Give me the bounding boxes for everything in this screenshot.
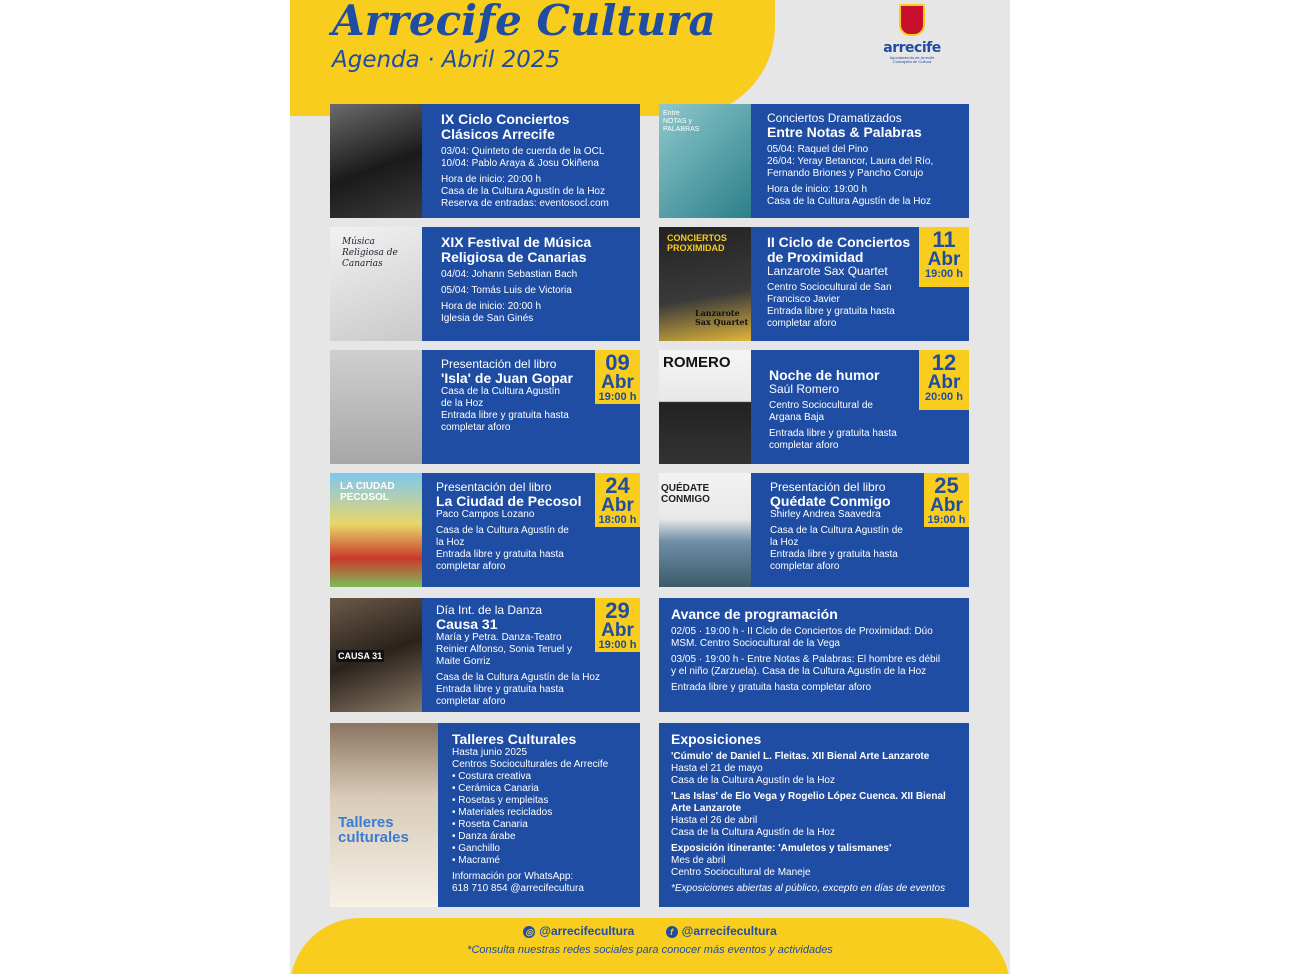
event-card-festival-religiosa (330, 227, 640, 341)
event-line: Casa de la Cultura Agustín (441, 386, 560, 397)
badge-time: 20:00 h (925, 391, 963, 403)
page-title: Arrecife Cultura (332, 0, 716, 45)
social-links (290, 924, 1010, 938)
poster (290, 0, 1010, 974)
badge-time: 19:00 h (927, 514, 966, 526)
event-card-conciertos-proximidad (659, 227, 969, 341)
event-line: Casa de la Cultura Agustín de la Hoz (767, 196, 931, 207)
event-title: II Ciclo de Conciertos (767, 234, 911, 250)
facebook-icon: f (666, 926, 678, 938)
event-line: 03/04: Quinteto de cuerda de la OCL (441, 146, 605, 157)
exhibition-note: *Exposiciones abiertas al público, excepto en días de eventos (671, 883, 946, 894)
badge-month: Abr (927, 372, 961, 393)
event-title: IX Ciclo Conciertos (441, 111, 570, 127)
event-line: Fernando Briones y Pancho Corujo (767, 168, 924, 179)
exhibition-line: Casa de la Cultura Agustín de la Hoz (671, 775, 835, 786)
event-image (330, 598, 422, 712)
date-badge (595, 598, 640, 652)
event-line: Reserva de entradas: eventosocl.com (441, 198, 609, 209)
instagram-link[interactable] (523, 924, 634, 938)
date-badge (595, 350, 640, 404)
talleres-card (330, 723, 640, 907)
poster-text: LA CIUDAD PECOSOL (340, 481, 395, 503)
date-badge (919, 227, 969, 287)
event-pretitle: Presentación del libro (770, 480, 886, 494)
logo-word: arrecife (883, 40, 941, 56)
badge-month: Abr (601, 372, 634, 393)
event-line: Entrada libre y gratuita hasta (436, 684, 564, 695)
talleres-title: Talleres Culturales (452, 731, 577, 747)
list-item: • Costura creativa (452, 771, 634, 783)
list-item: • Danza árabe (452, 831, 634, 843)
event-image (659, 350, 751, 464)
talleres-line: Hasta junio 2025 (452, 747, 528, 758)
poster-text: Lanzarote Sax Quartet (695, 308, 749, 327)
event-line: Hora de inicio: 20:00 h (441, 301, 542, 312)
event-line: Francisco Javier (767, 294, 840, 305)
talleres-line: 618 710 854 @arrecifecultura (452, 883, 584, 894)
event-card-isla (330, 350, 640, 464)
event-title: Clásicos Arrecife (441, 126, 555, 142)
exhibition-line: Mes de abril (671, 855, 726, 866)
event-line: 26/04: Yeray Betancor, Laura del Río, (767, 156, 934, 167)
event-line: Casa de la Cultura Agustín de la Hoz (441, 186, 605, 197)
event-title: Religiosa de Canarias (441, 249, 587, 265)
event-line: 10/04: Pablo Araya & Josu Okiñena (441, 158, 599, 169)
event-pretitle: Día Int. de la Danza (436, 603, 543, 617)
advance-programming-card (659, 598, 969, 712)
list-item: • Cerámica Canaria (452, 783, 634, 795)
event-image (659, 473, 751, 587)
event-line: Reinier Alfonso, Sonia Teruel y (436, 644, 573, 655)
exhibition-line: Hasta el 21 de mayo (671, 763, 763, 774)
event-line: Entrada libre y gratuita hasta (441, 410, 569, 421)
talleres-line: Centros Socioculturales de Arrecife (452, 759, 609, 770)
event-title: de Proximidad (767, 249, 864, 265)
list-item: • Roseta Canaria (452, 819, 634, 831)
badge-month: Abr (927, 249, 961, 270)
event-line: completar aforo (436, 696, 506, 707)
list-item: • Ganchillo (452, 843, 634, 855)
event-image (330, 227, 422, 341)
badge-time: 19:00 h (598, 391, 637, 403)
poster-text: Música Religiosa de Canarias (342, 237, 398, 269)
footer-note: *Consulta nuestras redes sociales para conocer más eventos y actividades (467, 944, 833, 956)
list-item: • Materiales reciclados (452, 807, 634, 819)
facebook-handle: @arrecifecultura (681, 924, 777, 938)
instagram-icon: ◎ (523, 926, 535, 938)
event-line: 04/04: Johann Sebastian Bach (441, 269, 578, 280)
page-subtitle: Agenda · Abril 2025 (332, 47, 561, 73)
event-image (659, 227, 751, 341)
exhibition-name: Arte Lanzarote (671, 803, 742, 814)
exhibition-line: Casa de la Cultura Agustín de la Hoz (671, 827, 835, 838)
shield-icon (899, 4, 925, 36)
event-line: Casa de la Cultura Agustín de (436, 525, 569, 536)
event-title: Entre Notas & Palabras (767, 124, 922, 140)
event-title: Noche de humor (769, 367, 880, 383)
event-line: Paco Campos Lozano (436, 509, 535, 520)
event-card-noche-humor (659, 350, 969, 464)
list-item: • Rosetas y empleitas (452, 795, 634, 807)
event-line: de la Hoz (441, 398, 484, 409)
event-line: Maite Gorriz (436, 656, 491, 667)
event-line: Iglesia de San Ginés (441, 313, 534, 324)
event-image (330, 104, 422, 218)
event-pretitle: Saúl Romero (769, 382, 840, 396)
exhibitions-card (659, 723, 969, 907)
badge-time: 19:00 h (598, 639, 637, 651)
event-line: Argana Baja (769, 412, 825, 423)
event-line: completar aforo (441, 422, 511, 433)
event-card-ciudad-pecosol (330, 473, 640, 587)
event-title: Quédate Conmigo (770, 493, 891, 509)
date-badge (595, 473, 640, 527)
talleres-image (330, 723, 438, 907)
advance-line: y el niño (Zarzuela). Casa de la Cultura Agustín de la Hoz (671, 666, 927, 677)
event-line: Hora de inicio: 19:00 h (767, 184, 868, 195)
event-title: 'Isla' de Juan Gopar (441, 370, 573, 386)
poster-text: CAUSA 31 (338, 651, 383, 661)
poster-text: CONCIERTOS PROXIMIDAD (667, 233, 727, 253)
poster-text: ROMERO (663, 354, 731, 371)
advance-line: 02/05 · 19:00 h - II Ciclo de Conciertos de Proximidad: Dúo (671, 626, 933, 637)
event-image (659, 104, 751, 218)
advance-title: Avance de programación (671, 606, 838, 622)
badge-month: Abr (601, 495, 634, 516)
exhibition-name: 'Las Islas' de Elo Vega y Rogelio López Cuenca. XII Bienal (671, 791, 946, 802)
event-line: 05/04: Raquel del Pino (767, 144, 869, 155)
list-item: • Macramé (452, 855, 634, 867)
badge-day: 11 (932, 227, 956, 252)
facebook-link[interactable] (666, 924, 777, 938)
event-pretitle: Presentación del libro (441, 357, 557, 371)
event-image (330, 350, 422, 464)
event-line: completar aforo (769, 440, 839, 451)
talleres-line: Información por WhatsApp: (452, 871, 574, 882)
event-pretitle: Presentación del libro (436, 480, 552, 494)
badge-day: 25 (934, 473, 959, 498)
poster-text: Talleres culturales (338, 814, 409, 846)
badge-day: 24 (605, 473, 630, 498)
badge-day: 12 (931, 350, 957, 375)
arrecife-logo (882, 4, 942, 64)
badge-time: 18:00 h (598, 514, 637, 526)
instagram-handle: @arrecifecultura (539, 924, 635, 938)
logo-subtitle: Ayuntamiento de Arrecife Concejalía de Cultura (889, 55, 935, 64)
event-line: completar aforo (436, 561, 506, 572)
date-badge (924, 473, 969, 527)
event-line: completar aforo (770, 561, 840, 572)
poster-text: Entre NOTAS y PALABRAS (663, 110, 700, 133)
event-title: XIX Festival de Música (441, 234, 592, 250)
badge-month: Abr (601, 620, 634, 641)
event-line: Entrada libre y gratuita hasta (436, 549, 564, 560)
event-line: Centro Sociocultural de San (767, 282, 892, 293)
event-line: la Hoz (770, 537, 799, 548)
exhibition-line: Hasta el 26 de abril (671, 815, 758, 826)
event-card-quedate-conmigo (659, 473, 969, 587)
event-line: la Hoz (436, 537, 465, 548)
event-line: Centro Sociocultural de (769, 400, 873, 411)
event-pretitle: Conciertos Dramatizados (767, 111, 902, 125)
poster-text: QUÉDATE CONMIGO (661, 483, 710, 505)
badge-time: 19:00 h (925, 268, 963, 280)
date-badge (919, 350, 969, 410)
event-title: Causa 31 (436, 616, 498, 632)
event-title: La Ciudad de Pecosol (436, 493, 582, 509)
event-line: Entrada libre y gratuita hasta (770, 549, 898, 560)
badge-month: Abr (930, 495, 963, 516)
exhibitions-title: Exposiciones (671, 731, 762, 747)
event-image (330, 473, 422, 587)
badge-day: 29 (605, 598, 630, 623)
advance-line: 03/05 · 19:00 h - Entre Notas & Palabras: El hombre es débil (671, 654, 941, 665)
event-line: Entrada libre y gratuita hasta (767, 306, 895, 317)
advance-line: MSM. Centro Sociocultural de la Vega (671, 638, 840, 649)
event-line: completar aforo (767, 318, 837, 329)
event-line: Shirley Andrea Saavedra (770, 509, 881, 520)
event-card-causa-31 (330, 598, 640, 712)
event-line: Hora de inicio: 20:00 h (441, 174, 542, 185)
exhibition-line: Centro Sociocultural de Maneje (671, 867, 811, 878)
event-card-ciclo-clasicos (330, 104, 640, 218)
exhibition-name: Exposición itinerante: 'Amuletos y talismanes' (671, 843, 892, 854)
event-card-entre-notas (659, 104, 969, 218)
event-line: Entrada libre y gratuita hasta (769, 428, 897, 439)
advance-line: Entrada libre y gratuita hasta completar aforo (671, 682, 872, 693)
exhibition-name: 'Cúmulo' de Daniel L. Fleitas. XII Bienal Arte Lanzarote (671, 751, 930, 762)
event-line: Casa de la Cultura Agustín de la Hoz (436, 672, 600, 683)
event-line: Casa de la Cultura Agustín de (770, 525, 903, 536)
badge-day: 09 (605, 350, 630, 375)
event-line: 05/04: Tomás Luis de Victoria (441, 285, 572, 296)
event-pretitle: Lanzarote Sax Quartet (767, 264, 888, 278)
event-line: María y Petra. Danza-Teatro (436, 632, 562, 643)
